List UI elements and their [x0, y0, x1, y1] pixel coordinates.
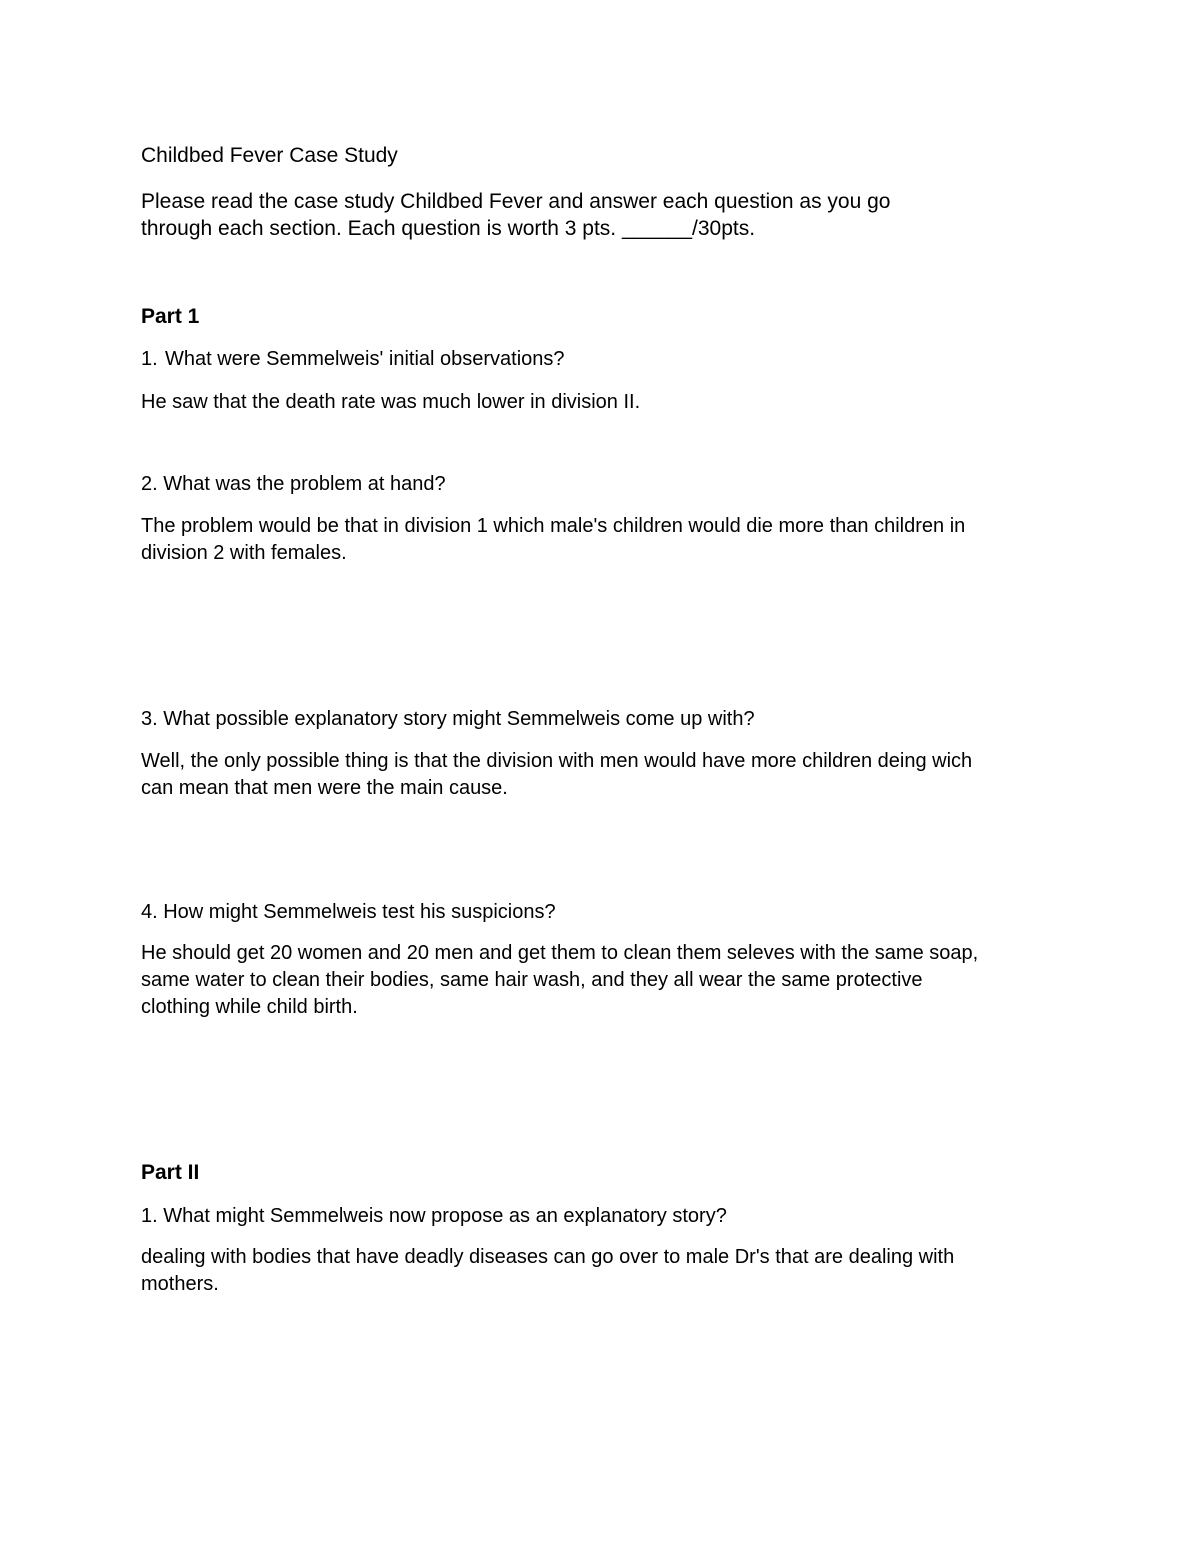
- answer-line: same water to clean their bodies, same hair wash, and they all wear the same protective: [141, 969, 923, 991]
- question-number: 1.: [141, 348, 158, 370]
- answer-line: dealing with bodies that have deadly diseases can go over to male Dr's that are dealing with: [141, 1246, 955, 1268]
- part1-question-2: 2. What was the problem at hand?: [141, 473, 446, 495]
- answer-line: division 2 with females.: [141, 542, 347, 564]
- question-text: What were Semmelweis' initial observations?: [165, 348, 565, 370]
- part1-answer-3: [141, 748, 972, 802]
- part1-question-3: 3. What possible explanatory story might Semmelweis come up with?: [141, 708, 755, 730]
- answer-line: mothers.: [141, 1273, 219, 1295]
- part1-answer-2: [141, 513, 965, 567]
- part-1-heading: Part 1: [141, 305, 200, 328]
- instructions-line-1: Please read the case study Childbed Fever and answer each question as you go: [141, 190, 891, 213]
- answer-line: Well, the only possible thing is that the division with men would have more children deing wich: [141, 750, 973, 772]
- part-2-heading: Part II: [141, 1161, 200, 1184]
- part1-answer-4: [141, 940, 978, 1021]
- document-title: Childbed Fever Case Study: [141, 144, 398, 167]
- part2-question-1: 1. What might Semmelweis now propose as an explanatory story?: [141, 1205, 727, 1227]
- part1-question-4: 4. How might Semmelweis test his suspicions?: [141, 901, 556, 923]
- answer-line: The problem would be that in division 1 which male's children would die more than children in: [141, 515, 966, 537]
- part1-question-1: [141, 346, 565, 373]
- part1-answer-1: He saw that the death rate was much lower in division II.: [141, 391, 641, 413]
- answer-line: clothing while child birth.: [141, 996, 358, 1018]
- part2-answer-1: [141, 1244, 954, 1298]
- answer-line: He should get 20 women and 20 men and get them to clean them seleves with the same soap,: [141, 942, 979, 964]
- answer-line: can mean that men were the main cause.: [141, 777, 508, 799]
- instructions-line-2: through each section. Each question is worth 3 pts. ______/30pts.: [141, 217, 756, 240]
